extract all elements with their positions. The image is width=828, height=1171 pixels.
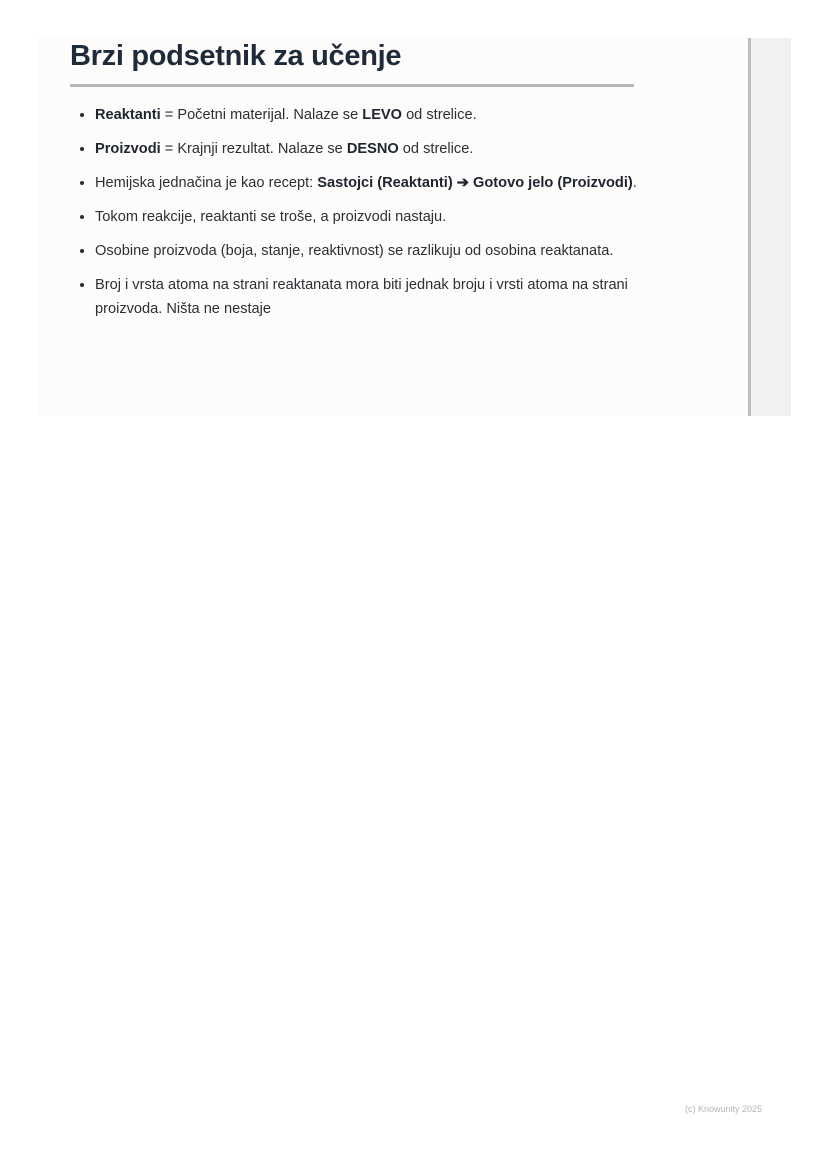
summary-list [70, 103, 655, 331]
title-divider [70, 84, 634, 87]
side-margin [751, 38, 791, 416]
list-item: • Tokom reakcije, reaktanti se troše, a proizvodi nastaju. [95, 205, 655, 229]
list-item: • Broj i vrsta atoma na strani reaktanata mora biti jednak broju i vrsti atoma na strani proizvoda. Ništa ne nestaje [95, 273, 655, 321]
list-item: • Hemijska jednačina je kao recept: Sastojci (Reaktanti) ➔ Gotovo jelo (Proizvodi). [95, 171, 655, 195]
list-item: • Proizvodi = Krajnji rezultat. Nalaze se DESNO od strelice. [95, 137, 655, 161]
page-title: Brzi podsetnik za učenje [70, 40, 402, 72]
copyright-footer: (c) Knowunity 2025 [685, 1104, 763, 1114]
list-item: • Osobine proizvoda (boja, stanje, reaktivnost) se razlikuju od osobina reaktanata. [95, 239, 655, 263]
list-item: • Reaktanti = Početni materijal. Nalaze se LEVO od strelice. [95, 103, 655, 127]
